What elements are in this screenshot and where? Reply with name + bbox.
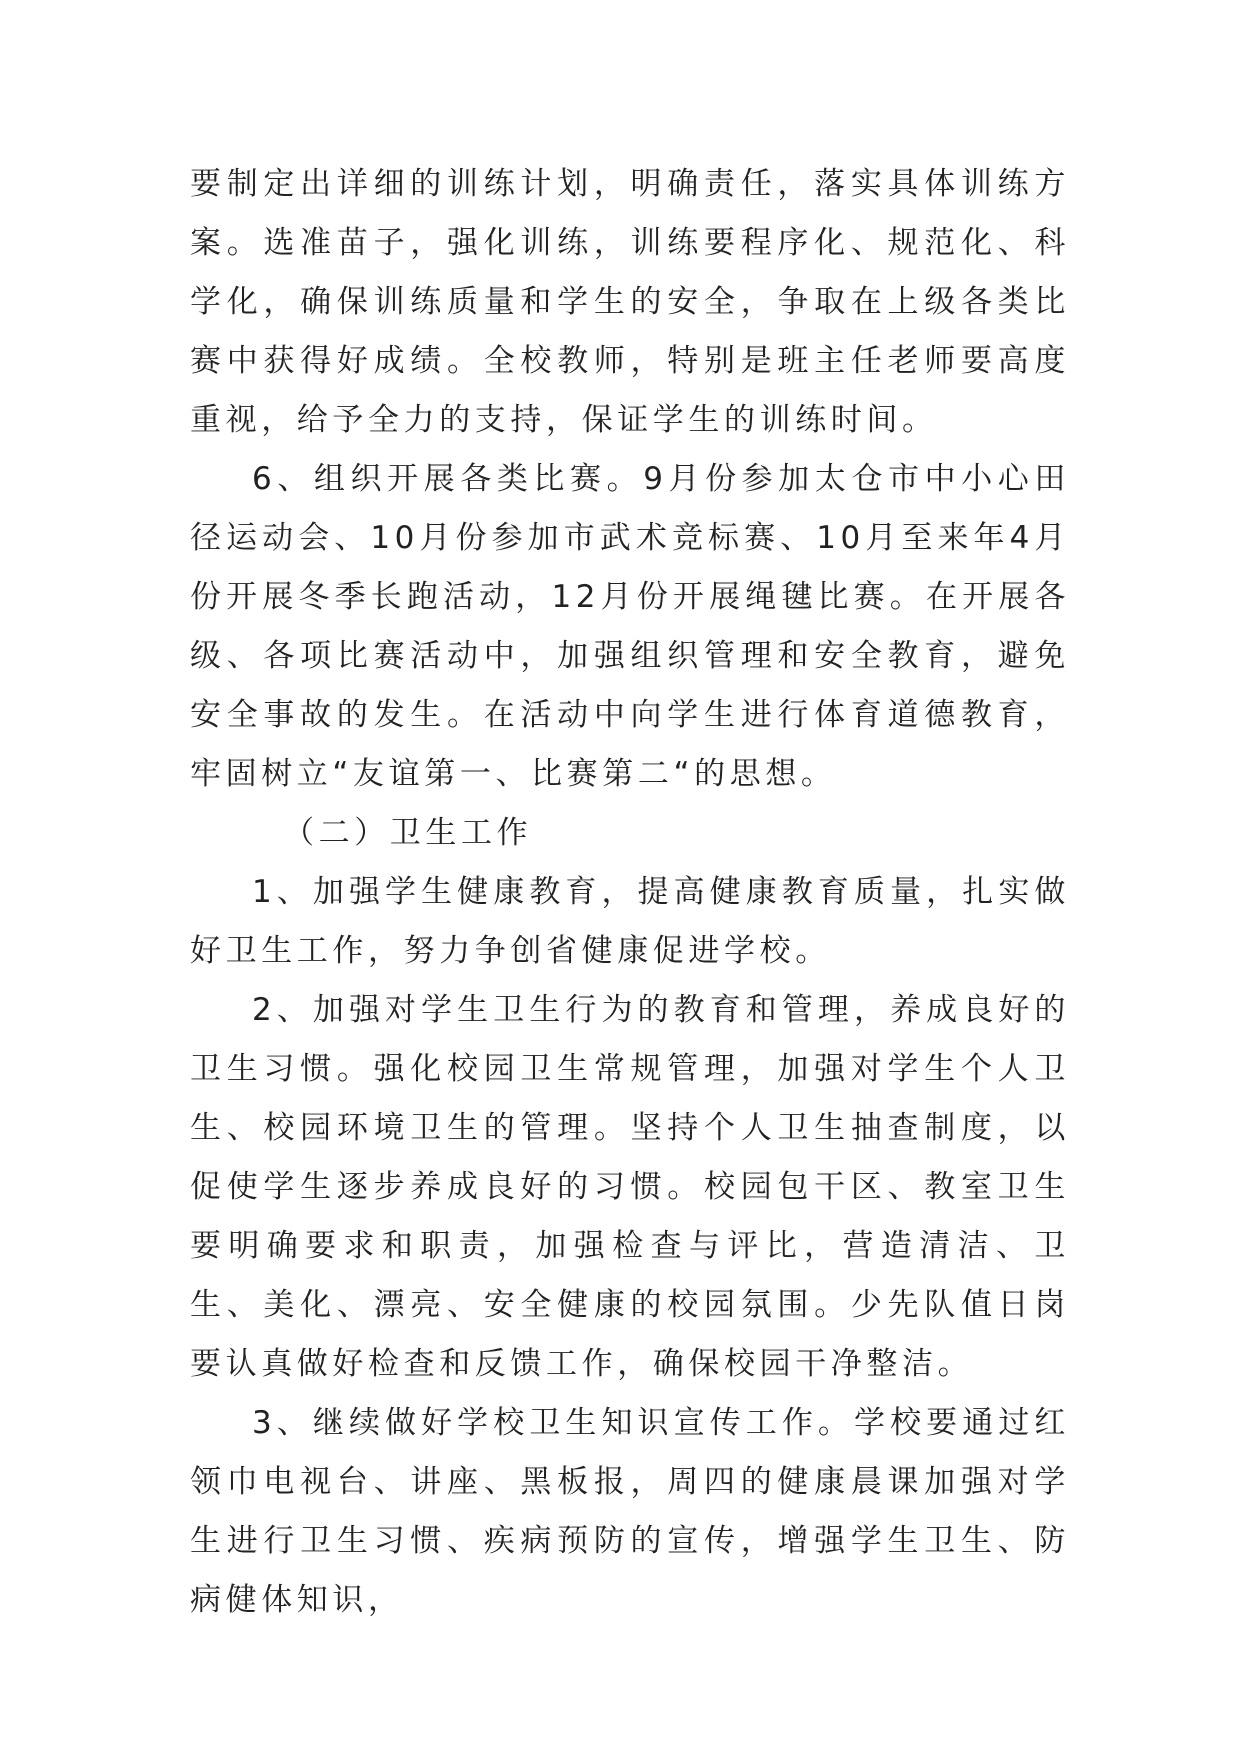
paragraph-hygiene-publicity: 3、继续做好学校卫生知识宣传工作。学校要通过红领巾电视台、讲座、黑板报，周四的健康晨课加强对学生进行卫生习惯、疾病预防的宣传，增强学生卫生、防病健体知识，	[190, 1405, 1070, 1618]
paragraph-training-plan: 要制定出详细的训练计划，明确责任，落实具体训练方案。选准苗子，强化训练，训练要程序化、规范化、科学化，确保训练质量和学生的安全，争取在上级各类比赛中获得好成绩。全校教师，特别是班主任老师要高度重视，给予全力的支持，保证学生的训练时间。	[190, 166, 1070, 438]
paragraph-health-education: 1、加强学生健康教育，提高健康教育质量，扎实做好卫生工作，努力争创省健康促进学校。	[190, 874, 1070, 969]
paragraph-hygiene-management: 2、加强对学生卫生行为的教育和管理，养成良好的卫生习惯。强化校园卫生常规管理，加强对学生个人卫生、校园环境卫生的管理。坚持个人卫生抽查制度，以促使学生逐步养成良好的习惯。校园包干区、教室卫生要明确要求和职责，加强检查与评比，营造清洁、卫生、美化、漂亮、安全健康的校园氛围。少先队值日岗要认真做好检查和反馈工作，确保校园干净整洁。	[190, 992, 1070, 1382]
document-body	[190, 155, 1070, 1630]
section-heading-hygiene: （二）卫生工作	[283, 815, 533, 851]
paragraph-competitions: 6、组织开展各类比赛。9月份参加太仓市中小心田径运动会、10月份参加市武术竞标赛、10月至来年4月份开展冬季长跑活动，12月份开展绳毽比赛。在开展各级、各项比赛活动中，加强组织管理和安全教育，避免安全事故的发生。在活动中向学生进行体育道德教育，牢固树立“友谊第一、比赛第二“的思想。	[190, 461, 1070, 792]
